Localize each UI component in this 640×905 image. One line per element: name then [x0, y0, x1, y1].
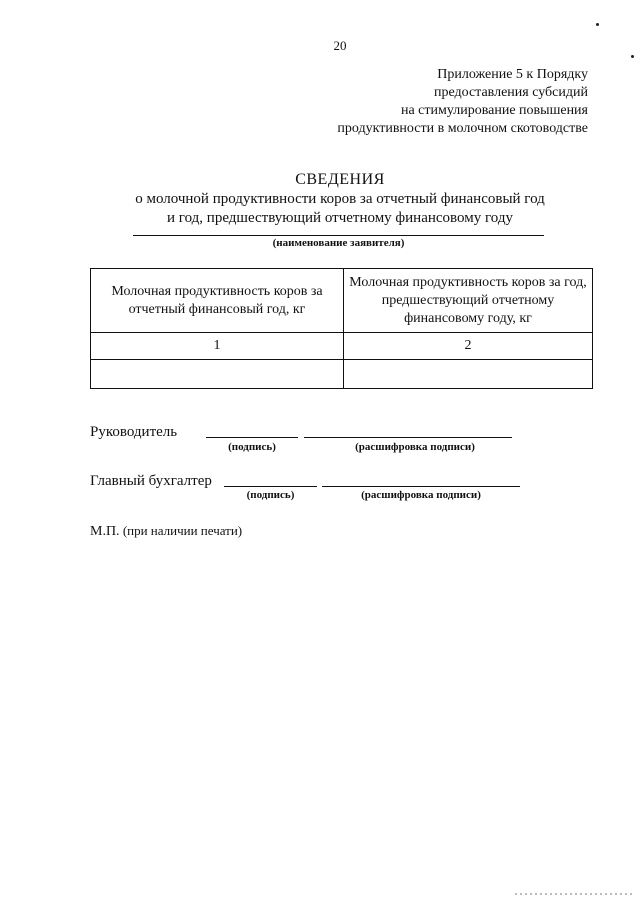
- head-signature-caption: (подпись): [228, 441, 276, 453]
- document-title-block: [0, 170, 640, 228]
- appendix-line: Приложение 5 к Порядку: [437, 67, 588, 82]
- accountant-signature-caption: (подпись): [246, 489, 295, 501]
- document-subtitle-line: и год, предшествующий отчетному финансовому году: [167, 210, 513, 226]
- table-row: [91, 360, 593, 389]
- accountant-decoding-caption: (расшифровка подписи): [361, 489, 481, 501]
- head-signature-field[interactable]: [206, 437, 298, 438]
- accountant-label: Главный бухгалтер: [90, 473, 212, 489]
- accountant-decoding-field[interactable]: [322, 486, 520, 487]
- stamp-abbr: М.П.: [90, 524, 120, 539]
- appendix-line: предоставления субсидий: [433, 85, 588, 100]
- table-header-cell: Молочная продуктивность коров за отчетный финансовый год, кг: [91, 269, 344, 333]
- table-column-number-row: [91, 333, 593, 360]
- accountant-signature-field[interactable]: [224, 486, 317, 487]
- table-header-row: [91, 269, 593, 333]
- table-header-cell: Молочная продуктивность коров за год, предшествующий отчетному финансовому году, кг: [344, 269, 593, 333]
- scan-dot: [596, 23, 599, 26]
- page-number: 20: [333, 38, 347, 53]
- stamp-place: [90, 523, 242, 540]
- applicant-name-caption: (наименование заявителя): [272, 237, 405, 249]
- scan-noise: [515, 893, 633, 895]
- document-subtitle-line: о молочной продуктивности коров за отчетный финансовый год: [135, 191, 545, 207]
- stamp-note: (при наличии печати): [122, 523, 243, 538]
- appendix-line: на стимулирование повышения: [400, 103, 588, 118]
- appendix-line: продуктивности в молочном скотоводстве: [337, 121, 588, 136]
- productivity-table: [90, 268, 593, 389]
- head-decoding-field[interactable]: [304, 437, 512, 438]
- head-label: Руководитель: [90, 424, 178, 440]
- table-cell[interactable]: [344, 360, 593, 389]
- head-decoding-caption: (расшифровка подписи): [355, 441, 475, 453]
- table-column-number: 1: [91, 333, 344, 360]
- applicant-name-field[interactable]: [133, 235, 544, 236]
- document-title: СВЕДЕНИЯ: [295, 171, 385, 188]
- scan-dot: [631, 55, 634, 58]
- table-column-number: 2: [344, 333, 593, 360]
- table-cell[interactable]: [91, 360, 344, 389]
- appendix-note: [337, 66, 588, 138]
